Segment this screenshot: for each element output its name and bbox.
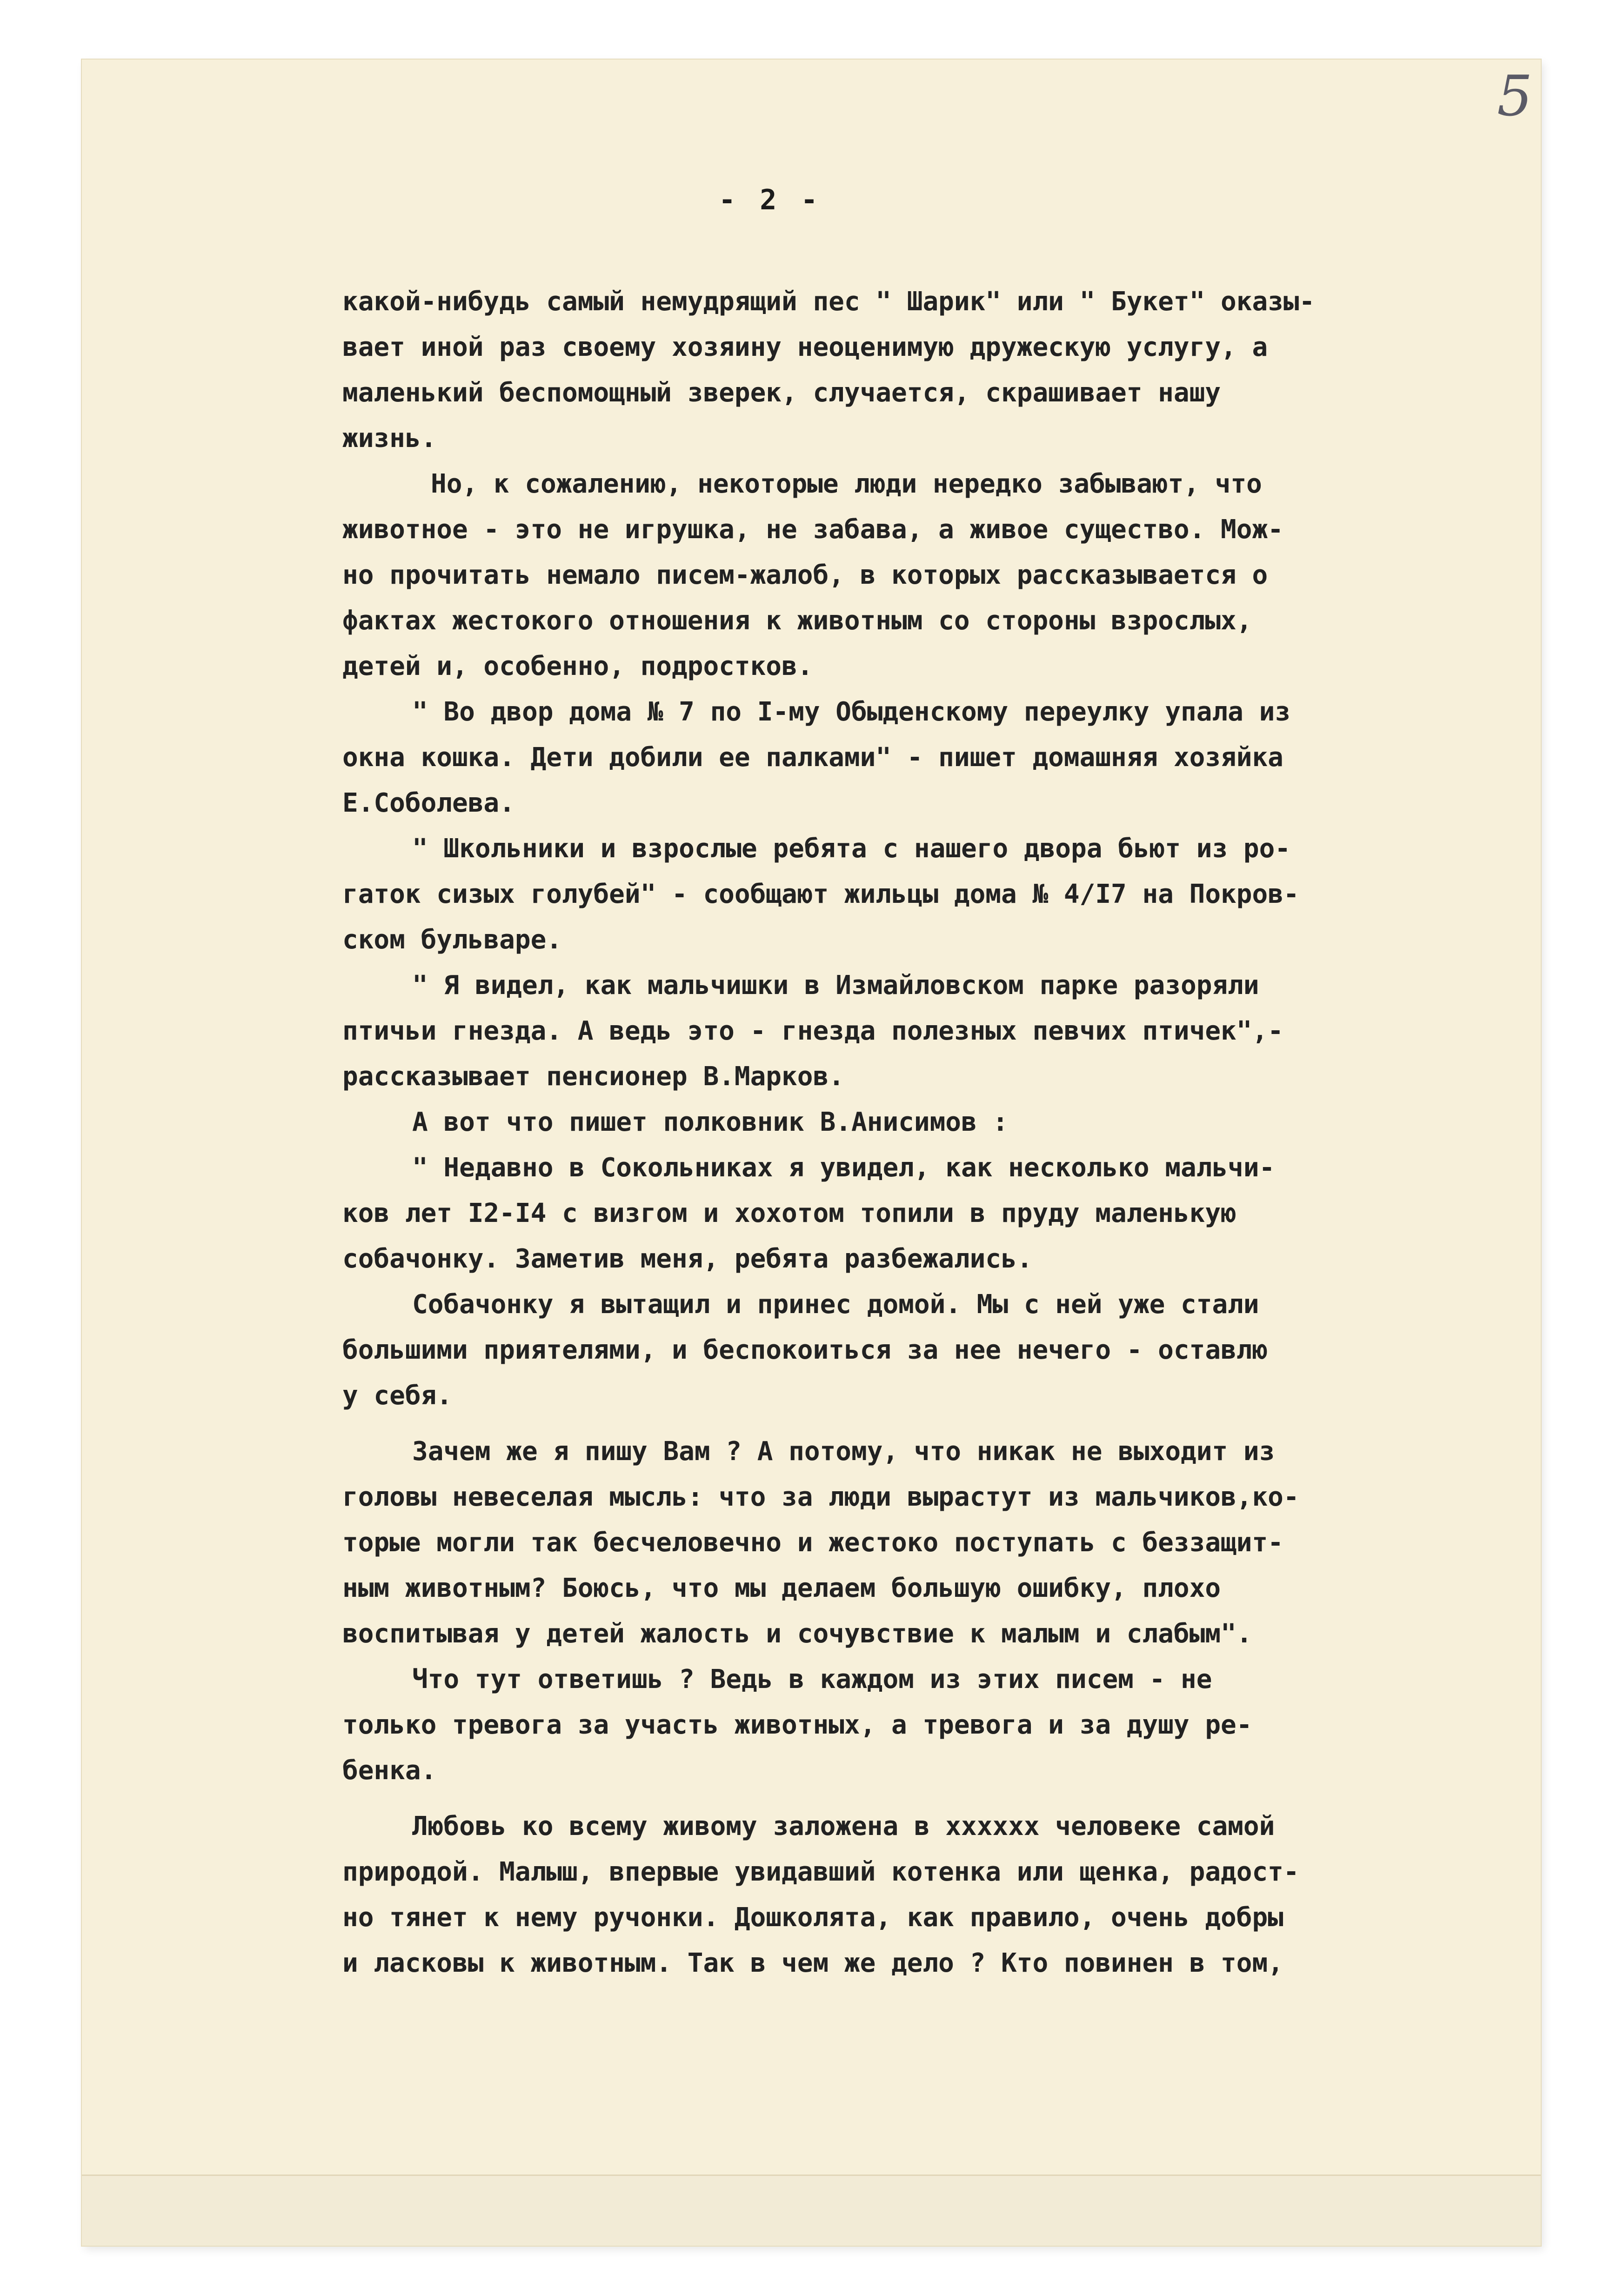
text-line: бенка.: [342, 1755, 437, 1786]
text-line: ском бульваре.: [342, 925, 562, 955]
text-line: Собачонку я вытащил и принес домой. Мы с ней уже стали: [412, 1289, 1259, 1320]
page-number: - 2 -: [719, 184, 822, 216]
text-line: рассказывает пенсионер В.Марков.: [342, 1061, 844, 1092]
text-line: собачонку. Заметив меня, ребята разбежались.: [342, 1244, 1033, 1274]
text-line: маленький беспомощный зверек, случается, скрашивает нашу: [342, 378, 1221, 408]
text-line: фактах жестокого отношения к животным со стороны взрослых,: [342, 606, 1252, 636]
text-line: торые могли так бесчеловечно и жестоко поступать с беззащит-: [342, 1528, 1283, 1558]
text-line: воспитывая у детей жалость и сочувствие к малым и слабым".: [342, 1619, 1252, 1649]
text-line: Что тут ответишь ? Ведь в каждом из этих писем - не: [412, 1664, 1212, 1695]
text-line: гаток сизых голубей" - сообщают жильцы дома № 4/I7 на Покров-: [342, 879, 1299, 909]
text-line: " Недавно в Сокольниках я увидел, как несколько мальчи-: [412, 1153, 1275, 1183]
text-line: " Школьники и взрослые ребята с нашего двора бьют из ро-: [412, 834, 1291, 864]
text-line: и ласковы к животным. Так в чем же дело ? Кто повинен в том,: [342, 1948, 1283, 1978]
text-line: Любовь ко всему живому заложена в хххххх человеке самой: [412, 1811, 1275, 1841]
paragraph-gap: [342, 1794, 1496, 1804]
text-line: " Я видел, как мальчишки в Измайловском парке разоряли: [412, 970, 1259, 1001]
text-line: но тянет к нему ручонки. Дошколята, как правило, очень добры: [342, 1902, 1283, 1933]
page-bottom-margin: [82, 2175, 1541, 2246]
text-line: вает иной раз своему хозяину неоценимую дружескую услугу, а: [342, 332, 1268, 362]
text-line: головы невеселая мысль: что за люди вырастут из мальчиков,ко-: [342, 1482, 1299, 1512]
text-line: природой. Малыш, впервые увидавший котенка или щенка, радост-: [342, 1857, 1299, 1887]
text-line: жизнь.: [342, 423, 437, 454]
text-line: но прочитать немало писем-жалоб, в которых рассказывается о: [342, 560, 1268, 590]
archive-page-number: 5: [1497, 64, 1533, 129]
text-line: птичьи гнезда. А ведь это - гнезда полезных певчих птичек",-: [342, 1016, 1283, 1046]
text-line: детей и, особенно, подростков.: [342, 651, 813, 681]
text-line: " Во двор дома № 7 по I-му Обыденскому переулку упала из: [412, 697, 1291, 727]
text-line: какой-нибудь самый немудрящий пес " Шарик" или " Букет" оказы-: [342, 287, 1315, 317]
text-line: животное - это не игрушка, не забава, а живое существо. Мож-: [342, 514, 1283, 545]
text-line: ков лет I2-I4 с визгом и хохотом топили в пруду маленькую: [342, 1198, 1236, 1228]
text-line: у себя.: [342, 1381, 453, 1411]
text-line: Но, к сожалению, некоторые люди нередко забывают, что: [431, 469, 1262, 499]
text-line: окна кошка. Дети добили ее палками" - пишет домашняя хозяйка: [342, 742, 1283, 773]
paragraph-gap: [342, 1419, 1496, 1429]
text-line: Зачем же я пишу Вам ? А потому, что никак не выходит из: [412, 1436, 1275, 1467]
text-line: большими приятелями, и беспокоиться за нее нечего - оставлю: [342, 1335, 1268, 1365]
text-line: ным животным? Боюсь, что мы делаем большую ошибку, плохо: [342, 1573, 1221, 1603]
document-body: [342, 279, 1496, 1986]
text-line: А вот что пишет полковник В.Анисимов :: [412, 1107, 1009, 1137]
text-line: только тревога за участь животных, а тревога и за душу ре-: [342, 1710, 1252, 1740]
text-line: Е.Соболева.: [342, 788, 515, 818]
